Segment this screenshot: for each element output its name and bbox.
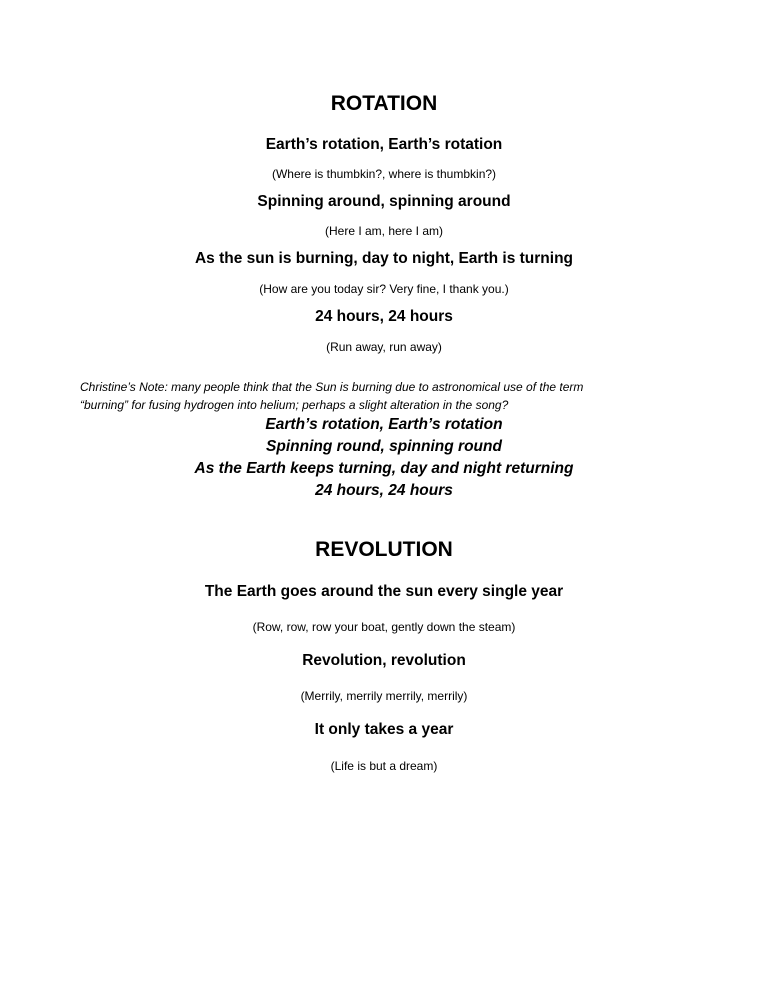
- christines-note: [80, 378, 700, 414]
- rotation-lyric-3: As the sun is burning, day to night, Earth is turning: [194, 250, 574, 267]
- alternate-line-1: Earth’s rotation, Earth’s rotation: [265, 416, 503, 433]
- revolution-tune-3: (Life is but a dream): [330, 759, 438, 773]
- rotation-tune-1: (Where is thumbkin?, where is thumbkin?): [271, 167, 497, 181]
- rotation-title: ROTATION: [330, 92, 438, 115]
- note-line-1: Christine’s Note: many people think that the Sun is burning due to astronomical use of the term: [80, 380, 584, 394]
- revolution-lyric-2: Revolution, revolution: [302, 652, 466, 669]
- rotation-tune-2: (Here I am, here I am): [324, 224, 444, 238]
- revolution-lyric-1: The Earth goes around the sun every single year: [204, 583, 564, 600]
- rotation-lyric-1: Earth’s rotation, Earth’s rotation: [265, 136, 503, 153]
- alternate-line-2: Spinning round, spinning round: [266, 438, 502, 455]
- rotation-tune-3: (How are you today sir? Very fine, I thank you.): [259, 282, 509, 296]
- rotation-lyric-2: Spinning around, spinning around: [257, 193, 511, 210]
- alternate-lyrics: [0, 414, 768, 502]
- revolution-tune-1: (Row, row, row your boat, gently down the steam): [252, 620, 516, 634]
- revolution-tune-2: (Merrily, merrily merrily, merrily): [300, 689, 468, 703]
- alternate-line-4: 24 hours, 24 hours: [315, 482, 453, 499]
- alternate-line-3: As the Earth keeps turning, day and night returning: [194, 460, 574, 477]
- revolution-title: REVOLUTION: [315, 538, 453, 561]
- rotation-tune-4: (Run away, run away): [326, 340, 442, 354]
- rotation-lyric-4: 24 hours, 24 hours: [315, 308, 453, 325]
- note-line-2: “burning” for fusing hydrogen into helium; perhaps a slight alteration in the song?: [80, 398, 509, 412]
- revolution-lyric-3: It only takes a year: [314, 721, 454, 738]
